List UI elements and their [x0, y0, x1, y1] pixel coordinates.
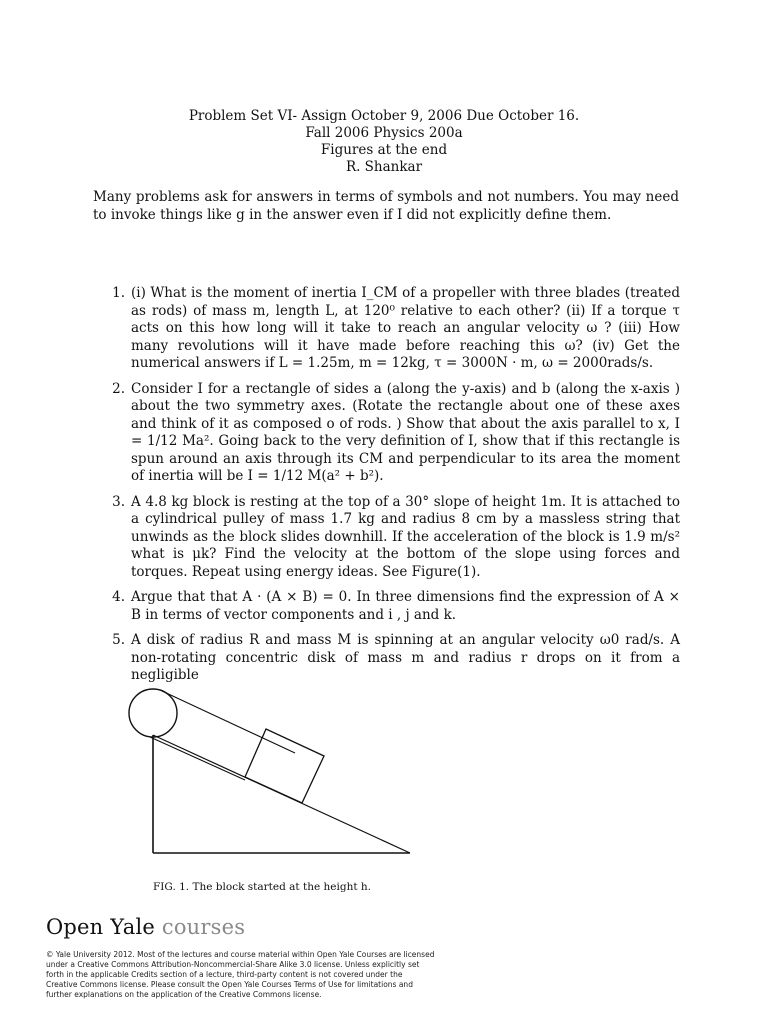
problem-item	[100, 381, 680, 486]
header-course: Fall 2006 Physics 200a	[305, 125, 463, 141]
figure-caption: FIG. 1. The block started at the height h.	[153, 881, 371, 893]
pulley	[129, 689, 177, 737]
logo-courses: courses	[161, 915, 246, 939]
problem-text: (i) What is the moment of inertia I_CM of a propeller with three blades (treated as rods) of mass m, length L, at 120⁰ relative to each other? (ii) If a torque τ acts on this how long will it take to reach an angular velocity ω ? (iii) How many revolutions will it have made before reaching this ω? (iv) Get the numerical answers if L = 1.25m, m = 12kg, τ = 3000N · m, ω = 2000rads/s.	[131, 285, 680, 371]
intro-paragraph: Many problems ask for answers in terms of symbols and not numbers. You may need to invoke things like g in the answer even if I did not explicitly define them.	[93, 189, 679, 223]
incline-pulley-figure	[120, 685, 420, 860]
problem-number: 4.	[112, 589, 125, 605]
problem-item	[100, 285, 680, 373]
string-lower	[150, 737, 245, 780]
sliding-block	[245, 729, 324, 803]
problem-number: 2.	[112, 380, 125, 397]
header-note: Figures at the end	[320, 142, 448, 158]
problem-set-header	[0, 108, 768, 176]
problem-item	[100, 589, 680, 624]
header-title: Problem Set VI- Assign October 9, 2006 Due October 16.	[188, 108, 580, 124]
problem-text: A disk of radius R and mass M is spinning at an angular velocity ω0 rad/s. A non-rotating concentric disk of mass m and radius r drops on it from a negligible	[131, 632, 680, 683]
problem-item	[100, 632, 680, 685]
license-notice: © Yale University 2012. Most of the lectures and course material within Open Yale Courses are licensed under a Creative Commons Attribution-Noncommercial-Share Alike 3.0 license. Unless explicitly set forth in the applicable Credits section of a lecture, third-party content is not covered under the Creative Commons license. Please consult the Open Yale Courses Terms of Use for limitations and further explanations on the application of the Creative Commons license.	[46, 950, 435, 999]
logo-brand: Open Yale	[46, 915, 155, 939]
string-upper	[162, 691, 295, 753]
problem-number: 3.	[112, 493, 125, 510]
problem-number: 5.	[112, 632, 125, 648]
problem-item	[100, 494, 680, 582]
problem-list	[100, 285, 680, 693]
header-author: R. Shankar	[345, 159, 423, 175]
problem-number: 1.	[112, 285, 125, 301]
problem-text: Consider I for a rectangle of sides a (along the y-axis) and b (along the x-axis ) about the two symmetry axes. (Rotate the rectangle about one of these axes and think of it as composed o of rods. ) Show that about the axis parallel to x, I = 1/12 Ma². Going back to the very definition of I, show that if this rectangle is spun around an axis through its CM and perpendicular to its area the moment of inertia will be I = 1/12 M(a² + b²).	[131, 380, 680, 484]
problem-text: Argue that that A · (A × B) = 0. In three dimensions find the expression of A × B in terms of vector components and i , j and k.	[131, 589, 680, 623]
open-yale-logo	[46, 915, 245, 939]
problem-text: A 4.8 kg block is resting at the top of a 30° slope of height 1m. It is attached to a cylindrical pulley of mass 1.7 kg and radius 8 cm by a massless string that unwinds as the block slides downhill. If the acceleration of the block is 1.9 m/s² what is μk? Find the velocity at the bottom of the slope using forces and torques. Repeat using energy ideas. See Figure(1).	[131, 493, 680, 580]
